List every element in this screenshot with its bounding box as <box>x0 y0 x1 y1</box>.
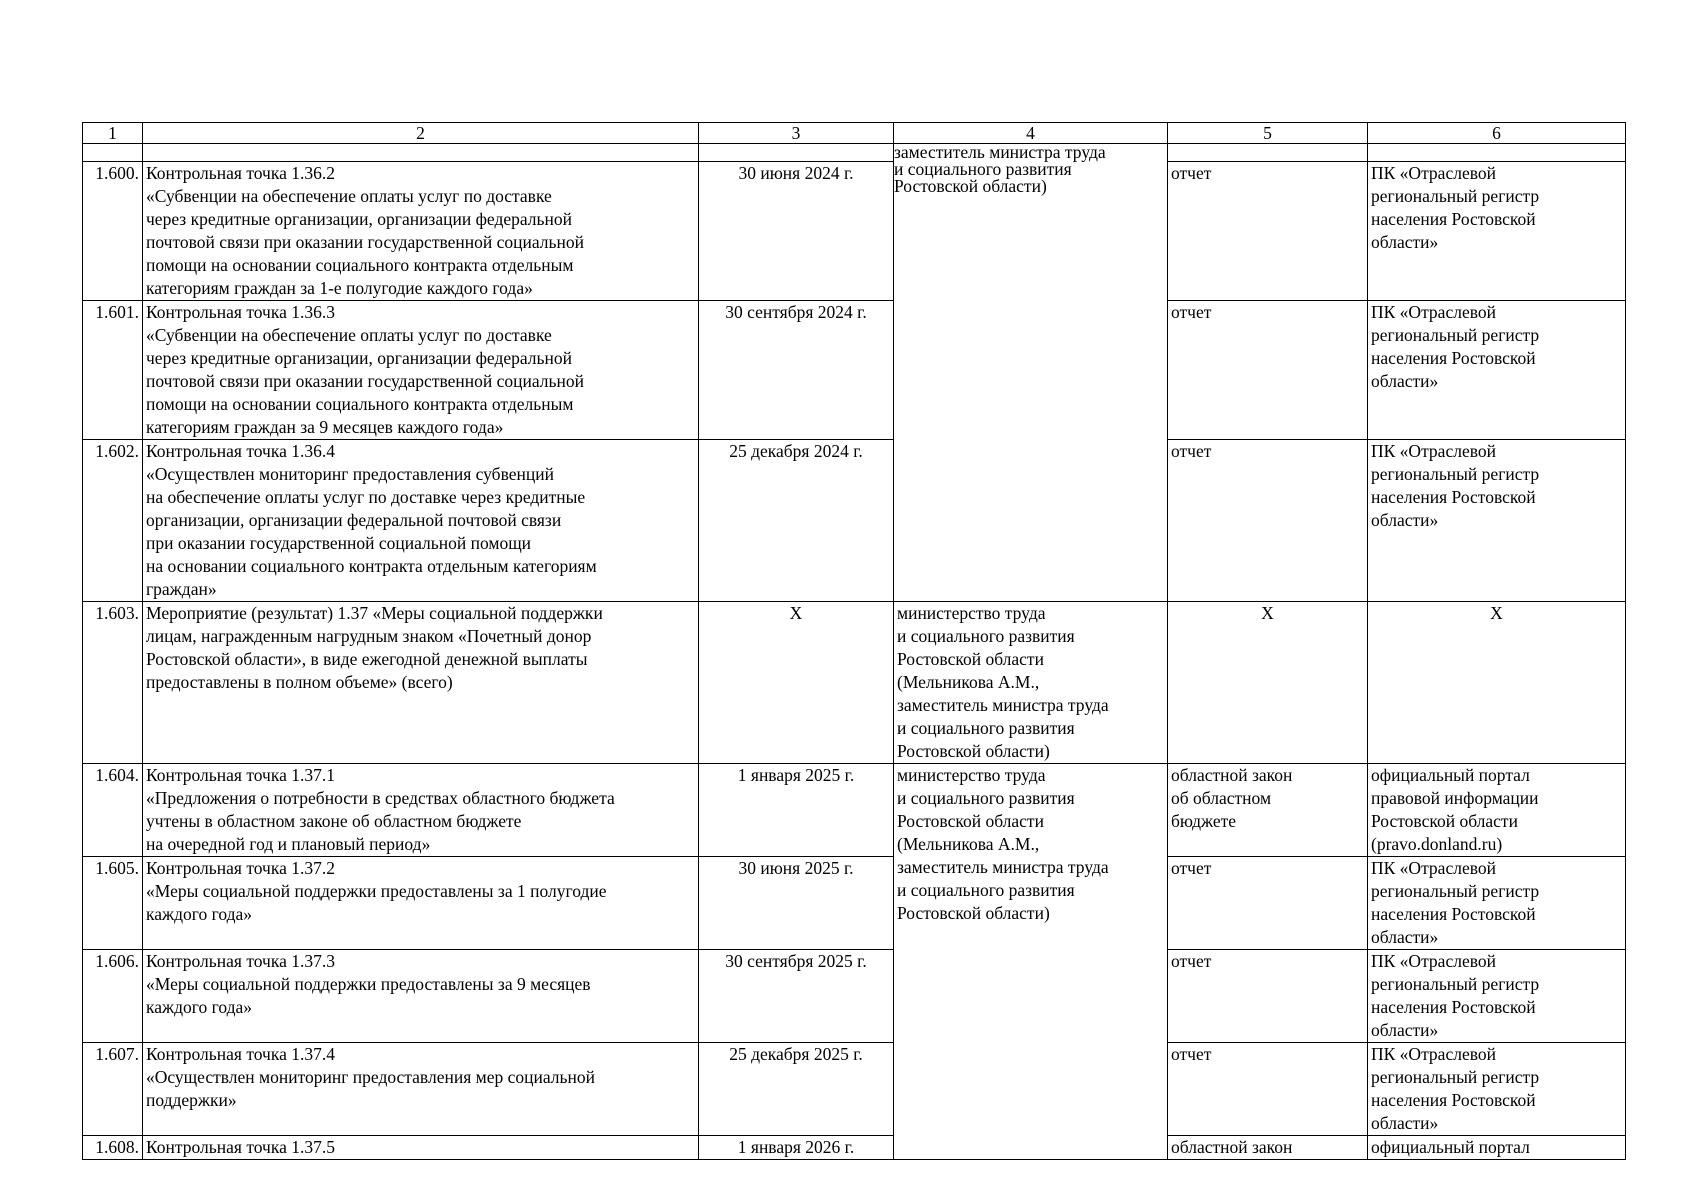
row-number: 1.608. <box>83 1136 143 1160</box>
info-system: ПК «Отраслевой региональный регистр населения Ростовской области» <box>1368 440 1626 602</box>
document-type: областной закон <box>1168 1136 1368 1160</box>
column-header-6: 6 <box>1368 123 1626 144</box>
document-type: отчет <box>1168 857 1368 950</box>
info-system: X <box>1368 602 1626 764</box>
due-date: 25 декабря 2025 г. <box>699 1043 894 1136</box>
due-date: 1 января 2025 г. <box>699 764 894 857</box>
row-number: 1.601. <box>83 301 143 440</box>
due-date: 30 сентября 2025 г. <box>699 950 894 1043</box>
continuation-row <box>83 144 1626 162</box>
document-type: отчет <box>1168 950 1368 1043</box>
row-number: 1.606. <box>83 950 143 1043</box>
due-date: 1 января 2026 г. <box>699 1136 894 1160</box>
due-date: 30 сентября 2024 г. <box>699 301 894 440</box>
row-number: 1.603. <box>83 602 143 764</box>
due-date: X <box>699 602 894 764</box>
event-name: Контрольная точка 1.36.3 «Субвенции на обеспечение оплаты услуг по доставке через кредитные организации, организации федеральной почтовой связи при оказании государственной социальной помощи на основании социального контракта отдельным категориям граждан за 9 месяцев каждого года» <box>143 301 699 440</box>
column-header-1: 1 <box>83 123 143 144</box>
info-system: официальный портал правовой информации Ростовской области (pravo.donland.ru) <box>1368 764 1626 857</box>
event-name: Контрольная точка 1.36.4 «Осуществлен мониторинг предоставления субвенций на обеспечение оплаты услуг по доставке через кредитные организации, организации федеральной почтовой связи при оказании государственной социальной помощи на основании социального контракта отдельным категориям граждан» <box>143 440 699 602</box>
document-type: отчет <box>1168 162 1368 301</box>
event-name: Мероприятие (результат) 1.37 «Меры социальной поддержки лицам, награжденным нагрудным знаком «Почетный донор Ростовской области», в виде ежегодной денежной выплаты предоставлены в полном объеме» (всего) <box>143 602 699 764</box>
table-row <box>83 301 1626 440</box>
column-header-5: 5 <box>1168 123 1368 144</box>
due-date: 25 декабря 2024 г. <box>699 440 894 602</box>
column-header-4: 4 <box>894 123 1168 144</box>
column-header-2: 2 <box>143 123 699 144</box>
responsible: министерство труда и социального развития Ростовской области (Мельникова А.М., заместитель министра труда и социального развития Ростовской области) <box>894 764 1168 1160</box>
info-system: ПК «Отраслевой региональный регистр населения Ростовской области» <box>1368 950 1626 1043</box>
event-name: Контрольная точка 1.36.2 «Субвенции на обеспечение оплаты услуг по доставке через кредитные организации, организации федеральной почтовой связи при оказании государственной социальной помощи на основании социального контракта отдельным категориям граждан за 1-е полугодие каждого года» <box>143 162 699 301</box>
event-name: Контрольная точка 1.37.2 «Меры социальной поддержки предоставлены за 1 полугодие каждого года» <box>143 857 699 950</box>
table-row <box>83 1136 1626 1160</box>
column-header-3: 3 <box>699 123 894 144</box>
info-system: официальный портал <box>1368 1136 1626 1160</box>
column-number-header-row <box>83 123 1626 144</box>
event-name: Контрольная точка 1.37.3 «Меры социальной поддержки предоставлены за 9 месяцев каждого года» <box>143 950 699 1043</box>
event-name: Контрольная точка 1.37.4 «Осуществлен мониторинг предоставления мер социальной поддержки» <box>143 1043 699 1136</box>
table-row <box>83 602 1626 764</box>
due-date: 30 июня 2025 г. <box>699 857 894 950</box>
event-name: Контрольная точка 1.37.5 <box>143 1136 699 1160</box>
responsible-continued-cell: заместитель министра труда и социального развития Ростовской области) <box>894 144 1168 602</box>
control-points-table <box>82 122 1626 1160</box>
info-system: ПК «Отраслевой региональный регистр населения Ростовской области» <box>1368 857 1626 950</box>
row-number: 1.600. <box>83 162 143 301</box>
info-system: ПК «Отраслевой региональный регистр населения Ростовской области» <box>1368 162 1626 301</box>
document-type: областной закон об областном бюджете <box>1168 764 1368 857</box>
table-row <box>83 764 1626 857</box>
info-system: ПК «Отраслевой региональный регистр населения Ростовской области» <box>1368 301 1626 440</box>
table-row <box>83 162 1626 301</box>
table-row <box>83 857 1626 950</box>
document-type: X <box>1168 602 1368 764</box>
table-row <box>83 1043 1626 1136</box>
row-number: 1.605. <box>83 857 143 950</box>
due-date: 30 июня 2024 г. <box>699 162 894 301</box>
document-type: отчет <box>1168 1043 1368 1136</box>
document-type: отчет <box>1168 301 1368 440</box>
responsible: министерство труда и социального развития Ростовской области (Мельникова А.М., заместитель министра труда и социального развития Ростовской области) <box>894 602 1168 764</box>
row-number: 1.604. <box>83 764 143 857</box>
row-number: 1.607. <box>83 1043 143 1136</box>
table-row <box>83 440 1626 602</box>
info-system: ПК «Отраслевой региональный регистр населения Ростовской области» <box>1368 1043 1626 1136</box>
event-name: Контрольная точка 1.37.1 «Предложения о потребности в средствах областного бюджета учтены в областном законе об областном бюджете на очередной год и плановый период» <box>143 764 699 857</box>
document-type: отчет <box>1168 440 1368 602</box>
row-number: 1.602. <box>83 440 143 602</box>
table-row <box>83 950 1626 1043</box>
